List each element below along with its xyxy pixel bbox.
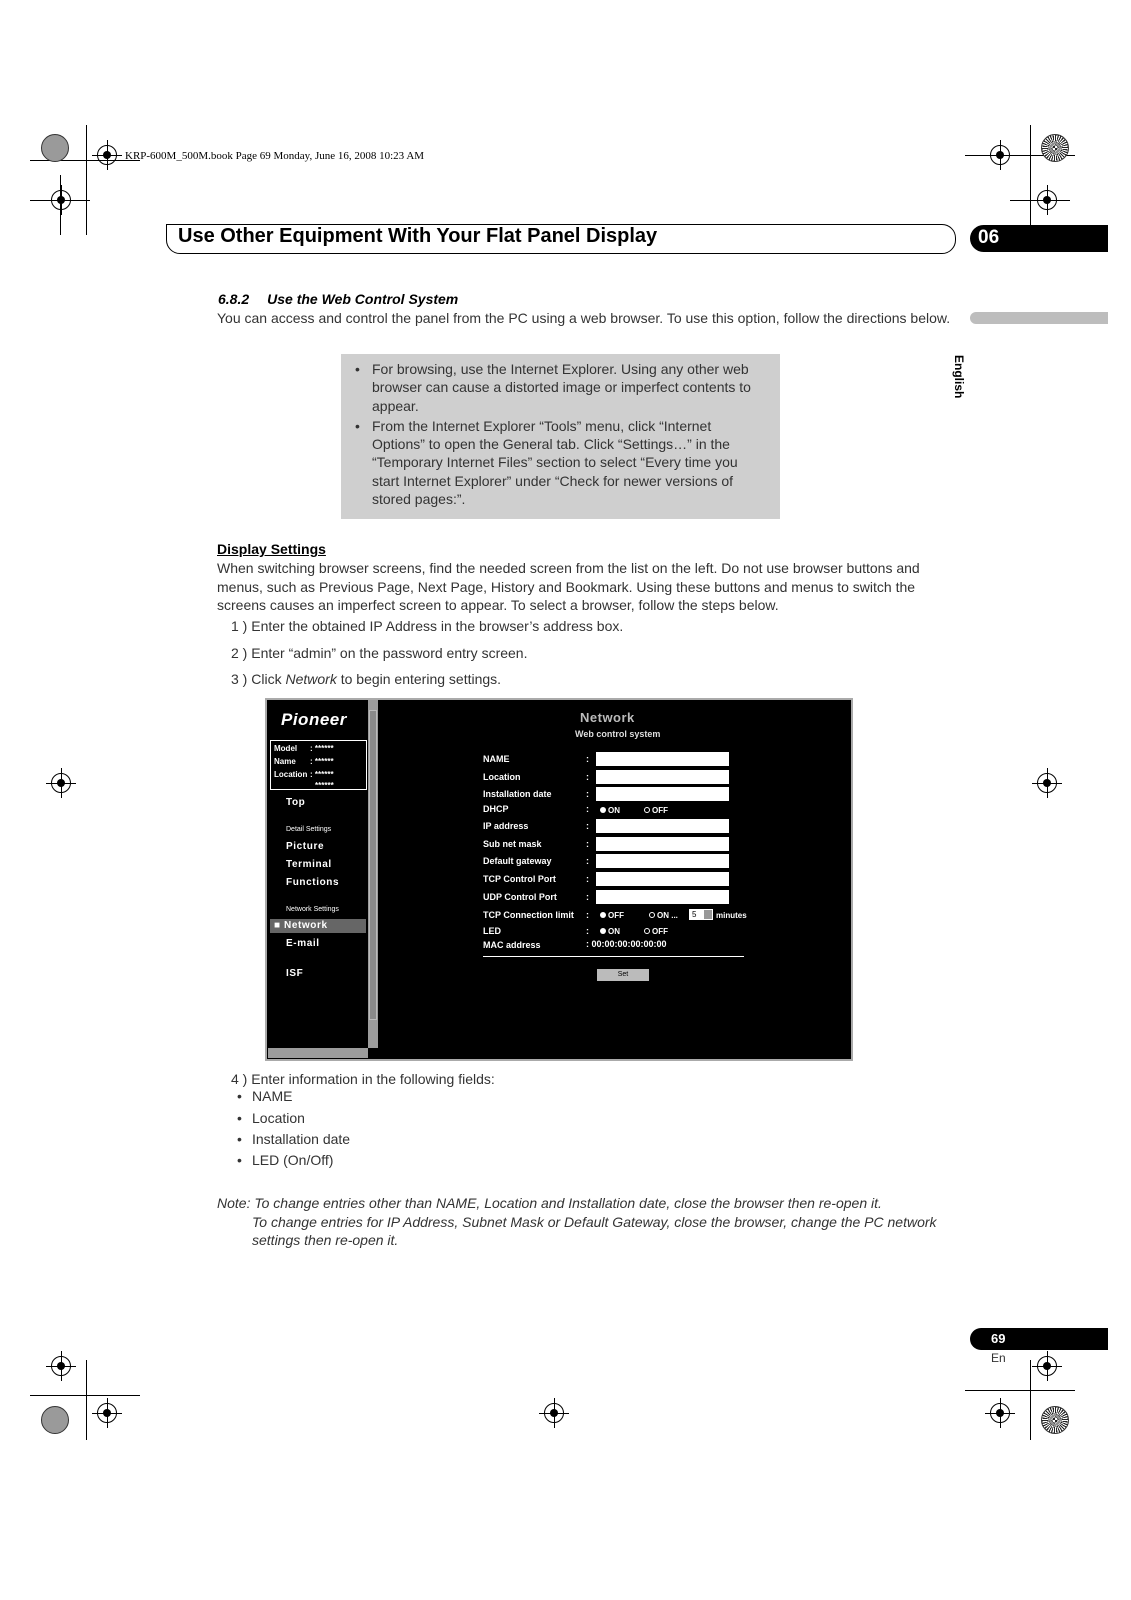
registration-sunburst-icon <box>1041 134 1069 162</box>
note-line-2: To change entries for IP Address, Subnet Mask or Default Gateway, close the browser, change the PC network settings then re-open it. <box>252 1213 937 1248</box>
tcp-limit-on-radio[interactable]: ON ... <box>649 911 678 920</box>
registration-target-icon <box>97 145 117 165</box>
tcp-limit-off-radio[interactable]: OFF <box>600 911 624 920</box>
led-on-radio[interactable]: ON <box>600 927 620 936</box>
nav-email[interactable]: E-mail <box>286 938 320 949</box>
note <box>217 1194 937 1250</box>
nav-network-header: Network Settings <box>286 906 339 913</box>
nav-top[interactable]: Top <box>286 797 306 808</box>
field-colon: : <box>586 789 589 799</box>
step-number: 4 ) <box>231 1071 248 1087</box>
step-4 <box>231 1071 495 1087</box>
nav-picture[interactable]: Picture <box>286 841 325 852</box>
display-settings-paragraph: When switching browser screens, find the needed screen from the list on the left. Do not use browser buttons and menus, such as Previous Page, Next Page, History and Bookmark. Using these buttons and menus to switch the screens causes an imperfect screen to appear. To select a browser, follow the steps below. <box>217 560 920 613</box>
step-3 <box>231 671 501 687</box>
installation-date-input[interactable] <box>596 787 729 801</box>
field-colon: : <box>586 874 589 884</box>
udp-control-port-input[interactable] <box>596 890 729 904</box>
step-2 <box>231 645 527 661</box>
info-name: Name : ****** <box>274 757 334 766</box>
list-item: • Installation date <box>237 1131 351 1147</box>
tcp-limit-value: 5 <box>692 910 697 919</box>
note-item: • From the Internet Explorer “Tools” menu, click “Internet Options” to open the General tab. Click “Settings…” in the “Temporary Internet Files” section to select “Every time you start Internet Explorer” under “Check for newer versions of stored pages:”. <box>355 417 767 508</box>
section-title: Use the Web Control System <box>267 291 459 307</box>
step-text: Enter “admin” on the password entry screen. <box>251 645 528 661</box>
registration-target-icon <box>1037 1356 1057 1376</box>
name-input[interactable] <box>596 752 729 766</box>
nav-isf[interactable]: ISF <box>286 968 304 979</box>
section-heading <box>218 291 458 307</box>
field-colon: : <box>586 754 589 764</box>
nav-terminal[interactable]: Terminal <box>286 859 332 870</box>
sidebar-scroll-thumb[interactable] <box>369 710 377 1020</box>
field-label-ip-address: IP address <box>483 821 529 831</box>
tcp-limit-unit: minutes <box>716 911 747 920</box>
field-colon: : <box>586 892 589 902</box>
page-number: 69 <box>991 1331 1006 1346</box>
dhcp-on-radio[interactable]: ON <box>600 806 620 815</box>
step-text: Enter information in the following fields: <box>251 1071 495 1087</box>
field-label-tcp-control-port: TCP Control Port <box>483 874 556 884</box>
step-text: Click <box>251 671 286 687</box>
field-label-installation-date: Installation date <box>483 789 552 799</box>
language-bar <box>970 312 1108 324</box>
page-language: En <box>991 1351 1006 1365</box>
print-header: KRP-600M_500M.book Page 69 Monday, June 16, 2008 10:23 AM <box>125 150 425 162</box>
field-label-default-gateway: Default gateway <box>483 856 552 866</box>
note-item: • For browsing, use the Internet Explorer. Using any other web browser can cause a distorted image or imperfect contents to appear. <box>355 360 767 415</box>
field-label-led: LED <box>483 926 501 936</box>
location-input[interactable] <box>596 770 729 784</box>
default-gateway-input[interactable] <box>596 854 729 868</box>
field-colon: : <box>586 772 589 782</box>
field-label-dhcp: DHCP <box>483 804 509 814</box>
registration-disc-icon <box>41 1406 69 1434</box>
subnet-mask-input[interactable] <box>596 837 729 851</box>
registration-target-icon <box>544 1403 564 1423</box>
registration-target-icon <box>990 145 1010 165</box>
notes-box <box>341 354 780 519</box>
nav-detail-header: Detail Settings <box>286 826 332 833</box>
registration-target-icon <box>97 1403 117 1423</box>
set-button[interactable]: Set <box>597 969 649 981</box>
registration-target-icon <box>1037 773 1057 793</box>
mac-address-value: : 00:00:00:00:00:00 <box>586 939 667 949</box>
chapter-number: 06 <box>978 227 1000 248</box>
section-intro: You can access and control the panel from the PC using a web browser. To use this option, follow the directions below. <box>217 310 951 326</box>
step-number: 3 ) <box>231 671 248 687</box>
registration-target-icon <box>1037 190 1057 210</box>
registration-sunburst-icon <box>1041 1406 1069 1434</box>
nav-network[interactable]: ■ Network <box>274 920 328 931</box>
step-number: 2 ) <box>231 645 248 661</box>
field-label-mac-address: MAC address <box>483 940 541 950</box>
chevron-down-icon[interactable] <box>704 910 712 919</box>
network-subtitle: Web control system <box>575 729 661 739</box>
step-1 <box>231 618 623 634</box>
step-text: Enter the obtained IP Address in the browser’s address box. <box>251 618 624 634</box>
list-item: • Location <box>237 1110 305 1126</box>
step-emphasis: Network <box>285 671 337 687</box>
ip-address-input[interactable] <box>596 819 729 833</box>
registration-target-icon <box>51 1356 71 1376</box>
language-label: English <box>952 355 966 399</box>
field-colon: : <box>586 926 589 936</box>
form-divider <box>483 956 744 957</box>
field-label-subnet-mask: Sub net mask <box>483 839 542 849</box>
registration-target-icon <box>990 1403 1010 1423</box>
dhcp-off-radio[interactable]: OFF <box>644 806 668 815</box>
tcp-control-port-input[interactable] <box>596 872 729 886</box>
step-text: to begin entering settings. <box>336 671 502 687</box>
note-line-1: Note: To change entries other than NAME, Location and Installation date, close the browser then re-open it. <box>217 1195 882 1211</box>
field-label-tcp-connection-limit: TCP Connection limit <box>483 910 574 920</box>
registration-target-icon <box>51 190 71 210</box>
info-location: Location : ****** <box>274 770 334 779</box>
section-number: 6.8.2 <box>218 291 250 307</box>
field-label-udp-control-port: UDP Control Port <box>483 892 557 902</box>
field-label-name: NAME <box>483 754 510 764</box>
pioneer-logo: Pioneer <box>281 710 347 729</box>
field-label-location: Location <box>483 772 521 782</box>
led-off-radio[interactable]: OFF <box>644 927 668 936</box>
sidebar-horizontal-scrollbar[interactable] <box>268 1048 368 1058</box>
list-item: • LED (On/Off) <box>237 1152 334 1168</box>
nav-functions[interactable]: Functions <box>286 877 340 888</box>
field-colon: : <box>586 856 589 866</box>
registration-disc-icon <box>41 134 69 162</box>
field-colon: : <box>586 821 589 831</box>
step-number: 1 ) <box>231 618 248 634</box>
field-colon: : <box>586 804 589 814</box>
list-item: • NAME <box>237 1088 293 1104</box>
field-colon: : <box>586 839 589 849</box>
info-extra: ****** <box>315 781 334 790</box>
field-colon: : <box>586 910 589 920</box>
chapter-title: Use Other Equipment With Your Flat Panel Display <box>178 225 658 247</box>
display-settings-heading: Display Settings <box>217 541 326 557</box>
info-model: Model : ****** <box>274 744 334 753</box>
registration-target-icon <box>51 773 71 793</box>
network-title: Network <box>580 710 635 725</box>
